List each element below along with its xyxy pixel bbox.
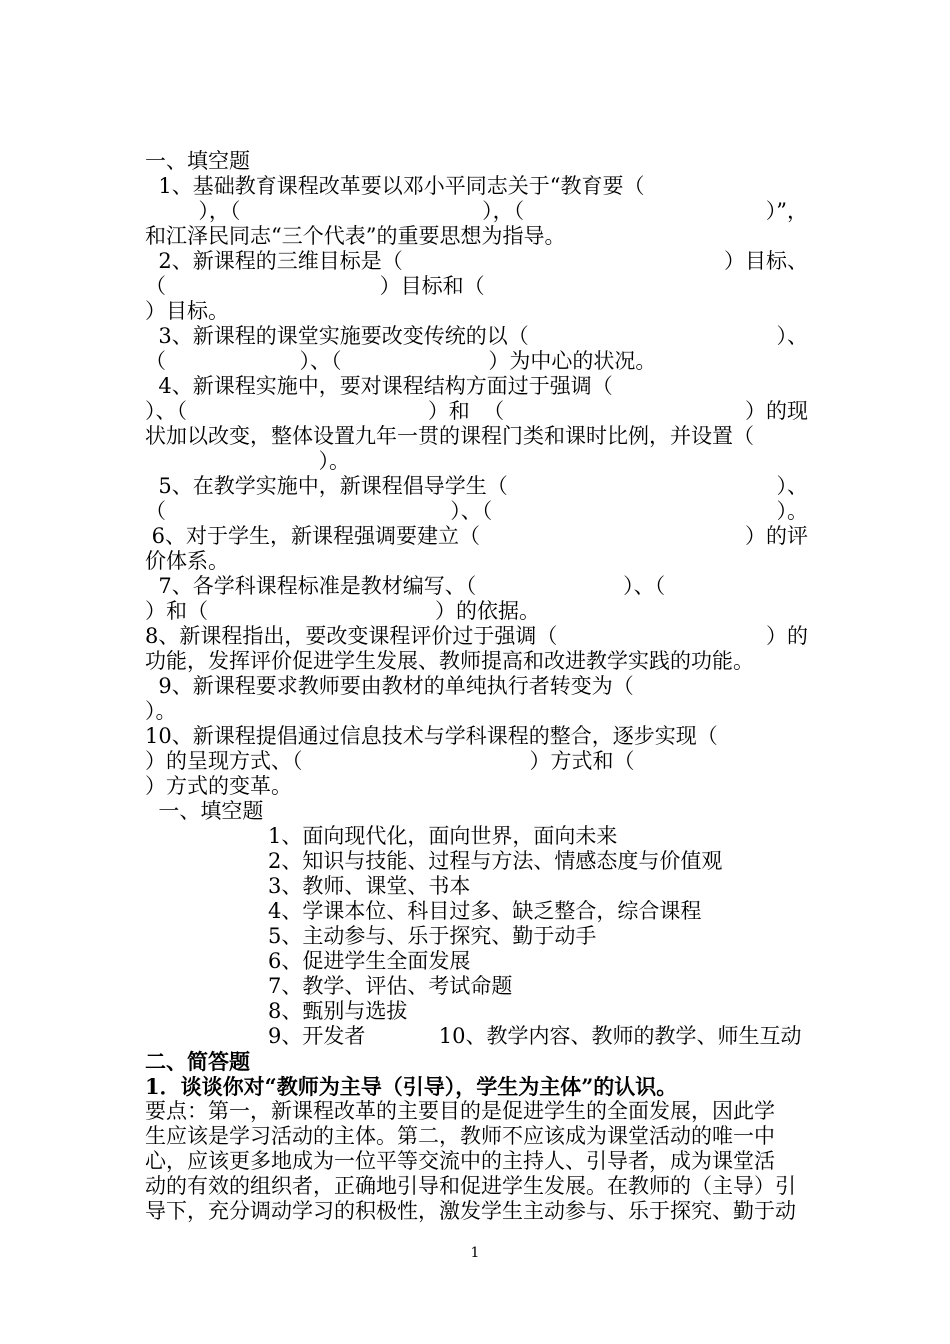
q10-line-2: ）的呈现方式、（ ）方式和（	[145, 749, 635, 773]
q5-line-1	[145, 474, 808, 499]
q5-line-2-part-c: ）。	[776, 499, 808, 523]
q7-line-1: 7、各学科课程标准是教材编写、（ ）、（	[145, 574, 666, 598]
q1-line-2-part-a: ），（	[145, 199, 241, 223]
q5-line-2-part-b: ）、（	[450, 499, 493, 523]
q9-line-1: 9、新课程要求教师要由教材的单纯执行者转变为（	[145, 674, 634, 698]
q4-line-4: ）。	[145, 449, 351, 473]
q5-line-2-part-a: （	[145, 499, 166, 523]
q6-line-1-part-b: ）的评	[745, 524, 808, 548]
q8-line-1-part-a: 8、新课程指出，要改变课程评价过于强调（	[145, 624, 558, 648]
q4-line-2-part-b: ）和 （	[427, 399, 505, 423]
q3-line-2: （ ）、（ ）为中心的状况。	[145, 349, 657, 373]
q6-line-1	[145, 524, 808, 549]
answer-paragraph-line-3: 心，应该更多地成为一位平等交流中的主持人、引导者，成为课堂活	[145, 1149, 775, 1173]
q2-line-2: （ ）目标和（	[145, 274, 485, 298]
q5-line-1-part-b: ）、	[776, 474, 808, 498]
q9-line-2: ）。	[145, 699, 177, 723]
q5-line-1-part-a: 5、在教学实施中，新课程倡导学生（	[145, 474, 508, 498]
q2-line-1-part-b: ）目标、	[724, 249, 808, 273]
q8-line-1	[145, 624, 808, 649]
q3-line-1	[145, 324, 808, 349]
q1-line-2	[145, 199, 808, 224]
q1-line-1: 1、基础教育课程改革要以邓小平同志关于“教育要（	[145, 174, 645, 198]
answer-paragraph-line-5: 导下，充分调动学习的积极性，激发学生主动参与、乐于探究、勤于动	[145, 1199, 796, 1223]
answer-5: 5、主动参与、乐于探究、勤于动手	[268, 924, 597, 948]
answer-2: 2、知识与技能、过程与方法、情感态度与价值观	[268, 849, 723, 873]
q10-line-3: ）方式的变革。	[145, 774, 292, 798]
q3-line-1-part-a: 3、新课程的课堂实施要改变传统的以（	[145, 324, 529, 348]
answer-paragraph-line-4: 动的有效的组织者，正确地引导和促进学生发展。在教师的（主导）引	[145, 1174, 796, 1198]
q2-line-1	[145, 249, 808, 274]
answer-7: 7、教学、评估、考试命题	[268, 974, 513, 998]
q4-line-2-part-a: ）、（	[145, 399, 187, 423]
q4-line-1: 4、新课程实施中，要对课程结构方面过于强调（	[145, 374, 613, 398]
q3-line-1-part-b: ）、	[776, 324, 808, 348]
answer-8: 8、甄别与选拔	[268, 999, 408, 1023]
answers-heading: 一、填空题	[145, 799, 264, 823]
q1-line-2-part-b: ），（	[482, 199, 525, 223]
q6-line-2: 价体系。	[145, 549, 229, 573]
q6-line-1-part-a: 6、对于学生，新课程强调要建立（	[145, 524, 481, 548]
q4-line-2	[145, 399, 808, 424]
q4-line-3: 状加以改变，整体设置九年一贯的课程门类和课时比例，并设置（	[145, 424, 754, 448]
q10-line-1: 10、新课程提倡通过信息技术与学科课程的整合，逐步实现（	[145, 724, 718, 748]
short-answer-question-1: 1．谈谈你对“教师为主导（引导），学生为主体”的认识。	[145, 1074, 678, 1099]
q1-line-3: 和江泽民同志“三个代表”的重要思想为指导。	[145, 224, 566, 248]
q5-line-2	[145, 499, 808, 524]
q8-line-2: 功能，发挥评价促进学生发展、教师提高和改进教学实践的功能。	[145, 649, 754, 673]
q2-line-3: ）目标。	[145, 299, 229, 323]
section-heading-short-answer: 二、简答题	[145, 1049, 250, 1074]
answer-1: 1、面向现代化，面向世界，面向未来	[268, 824, 618, 848]
page-number: 1	[470, 1245, 480, 1261]
q2-line-1-part-a: 2、新课程的三维目标是（	[145, 249, 403, 273]
answer-3: 3、教师、课堂、书本	[268, 874, 471, 898]
answer-paragraph-line-1: 要点：第一，新课程改革的主要目的是促进学生的全面发展，因此学	[145, 1099, 775, 1123]
answer-paragraph-line-2: 生应该是学习活动的主体。第二，教师不应该成为课堂活动的唯一中	[145, 1124, 775, 1148]
q1-line-2-part-c: ）”，	[765, 199, 808, 223]
answer-6: 6、促进学生全面发展	[268, 949, 471, 973]
answer-4: 4、学课本位、科目过多、缺乏整合，综合课程	[268, 899, 702, 923]
answer-9-10: 9、开发者 10、教学内容、教师的教学、师生互动	[268, 1024, 802, 1048]
q7-line-2: ）和（ ）的依据。	[145, 599, 540, 623]
q8-line-1-part-b: ）的	[766, 624, 808, 648]
q4-line-2-part-c: ）的现	[744, 399, 808, 423]
section-heading-fill-in: 一、填空题	[145, 149, 250, 173]
